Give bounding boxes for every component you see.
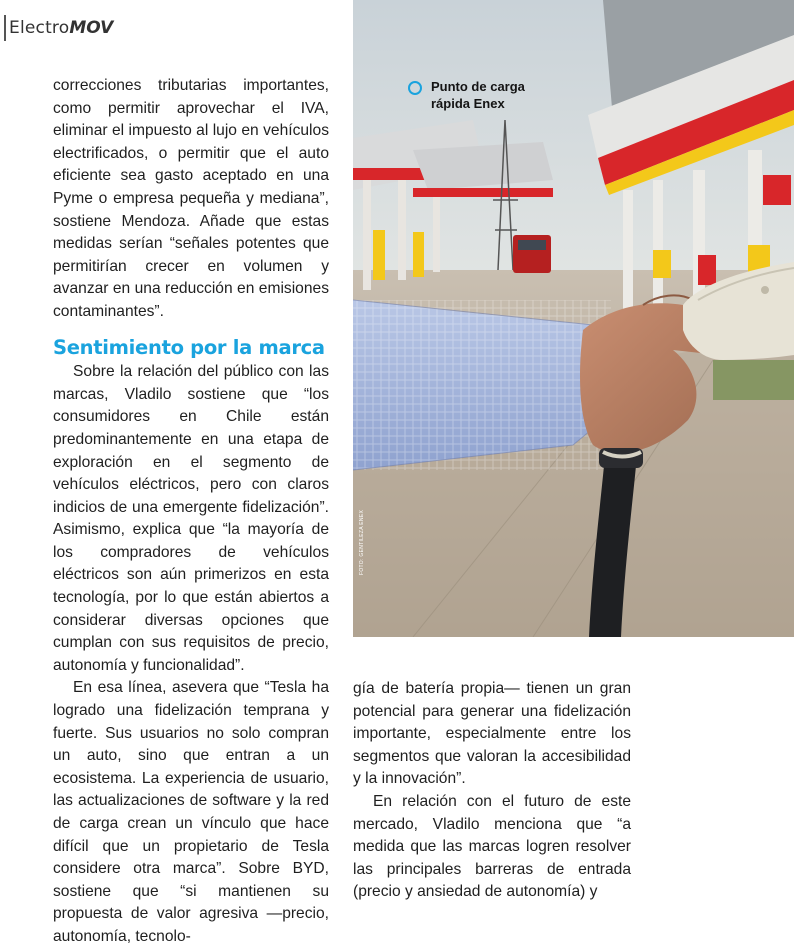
brand-name-part2: MOV bbox=[69, 18, 114, 38]
section-heading: Sentimiento por la marca bbox=[53, 335, 325, 359]
article-paragraph: correcciones tributarias importantes, como permitir aprovechar el IVA, eliminar el impuesto al lujo en vehículos electrificados, o permitir que el auto eficiente sea gasto aceptado en una Pyme o empresa pequeña y mediana”, sostiene Mendoza. Añade que estas medidas serían “señales potentes que permitirían crecer en volumen y avanzar en una reducción en emisiones contaminantes”. bbox=[53, 77, 329, 320]
right-column bbox=[353, 678, 631, 904]
article-paragraph: En esa línea, asevera que “Tesla ha logrado una fidelización temprana y fuerte. Sus usuarios no solo compran un auto, sino que entran a un ecosistema. La experiencia de usuario, las actualizaciones de software y la red de carga crean un vínculo que hace difícil que un propietario de Tesla considere otra marca”. Sobre BYD, sostiene que “si mantienen su propuesta de valor agresiva —precio, autonomía, tecnolo- bbox=[53, 679, 329, 945]
article-paragraph: En relación con el futuro de este mercado, Vladilo menciona que “a medida que las marcas logren resolver las principales barreras de entrada (precio y ansiedad de autonomía) y bbox=[353, 792, 631, 901]
brand-name-part1: Electro bbox=[9, 18, 70, 38]
left-column bbox=[53, 75, 329, 949]
magazine-header bbox=[0, 14, 113, 42]
caption-line: Punto de carga bbox=[431, 79, 525, 94]
header-rule bbox=[4, 15, 6, 41]
photo-credit: FOTO: GENTILEZA ENEX bbox=[359, 509, 365, 575]
photo-caption bbox=[408, 78, 525, 112]
article-paragraph: Sobre la relación del público con las marcas, Vladilo sostiene que “los consumidores en Chile están predominantemente en una etapa de exploración en el segmento de vehículos eléctricos, pero con claros indicios de una emergente fidelización”. Asimismo, explica que “la mayoría de los compradores de vehículos eléctricos son aún primerizos en esta tecnología, por lo que están abiertos a considerar diversas opciones que cumplan con sus requisitos de precio, autonomía y funcionalidad”. bbox=[53, 363, 329, 674]
caption-line: rápida Enex bbox=[431, 96, 505, 111]
article-paragraph: gía de batería propia— tienen un gran potencial para generar una fidelización importante, especialmente entre los segmentos que valoran la accesibilidad y la innovación”. bbox=[353, 680, 631, 788]
caption-ring-icon bbox=[408, 81, 422, 95]
